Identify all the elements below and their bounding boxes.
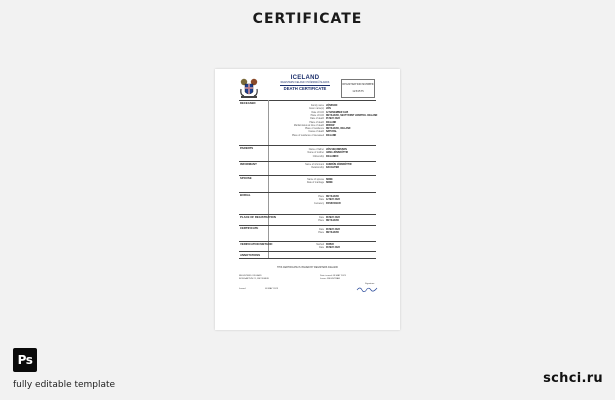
footer-issuer-role: Issuer: REGISTRAR — [320, 278, 340, 280]
field-row — [269, 156, 376, 159]
coat-of-arms-icon — [238, 75, 260, 99]
field-label: Date of death — [310, 118, 324, 121]
field-label: Place — [318, 220, 324, 223]
field-label: Place of residence of deceased — [291, 134, 324, 137]
footer-address: BORGARTUN 21, REYKJAVIK — [239, 278, 270, 280]
footer-signature-label: Signature — [365, 283, 375, 285]
section-divider — [239, 100, 376, 101]
field-value: 08 MAY 2023 — [326, 247, 340, 250]
footer-date-issued: Date issued: 08 MAY 2023 — [320, 275, 346, 277]
field-row — [269, 167, 376, 170]
field-value: JÓN SIGURÐSSON — [326, 149, 347, 151]
section-divider — [239, 145, 376, 146]
field-label: Cemetery — [314, 202, 324, 205]
field-value: PAPER — [326, 244, 334, 246]
field-label: Date — [319, 199, 324, 202]
field-label: Name of spouse — [307, 179, 324, 181]
field-value: JÓN — [326, 108, 331, 111]
field-row — [269, 220, 376, 223]
field-label: Date of marriage — [306, 182, 324, 185]
section-burial: BURIAL — [240, 193, 251, 197]
field-label: Relationship — [311, 167, 324, 170]
field-value: DAUGHTER — [326, 167, 340, 170]
field-value: ANNA JÓNSDÓTTIR — [326, 152, 348, 155]
field-label: Date — [319, 247, 324, 250]
field-label: Place — [318, 196, 324, 198]
section-informant: INFORMANT — [240, 162, 257, 166]
section-divider — [239, 258, 376, 259]
field-row — [269, 182, 376, 185]
template-caption: fully editable template — [13, 380, 116, 390]
field-label: Name of father — [308, 149, 324, 151]
field-label: Marital status at time of death — [293, 124, 324, 127]
field-value: NONE — [326, 179, 333, 181]
footer-note: THIS CERTIFICATE IS ISSUED BY REGISTERS ICELAND — [277, 267, 338, 269]
field-row — [269, 203, 376, 206]
field-label: Family name — [310, 105, 324, 107]
section-deceased: DECEASED — [240, 101, 256, 105]
section-divider — [239, 175, 376, 176]
field-value: REYKJAVIK — [326, 220, 339, 223]
field-label: Place — [318, 232, 324, 235]
footer-issued-label: Issued — [239, 288, 246, 290]
section-annotations: ANNOTATIONS — [240, 253, 261, 257]
section-spouse: SPOUSE — [240, 176, 252, 180]
field-value: ICELANDIC — [326, 155, 339, 158]
signature-icon — [356, 286, 378, 292]
section-divider — [239, 251, 376, 252]
site-watermark: schci.ru — [543, 371, 603, 386]
section-parents: PARENTS — [240, 146, 254, 150]
field-label: Date of birth — [311, 111, 324, 114]
field-value: 08 MAY 2023 — [326, 217, 340, 219]
field-label: Date — [319, 217, 324, 219]
section-divider — [239, 161, 376, 162]
field-label: Method — [316, 244, 324, 246]
field-value: REYKJAVIK, ICELAND — [326, 128, 351, 131]
field-value: ICELAND — [326, 121, 337, 124]
section-verification: VERIFICATION METHOD — [240, 242, 273, 246]
registration-label: REGISTRATION NUMBER — [342, 83, 374, 86]
page-title: CERTIFICATE — [252, 11, 363, 27]
section-divider — [239, 192, 376, 193]
section-divider — [239, 225, 376, 226]
registration-box — [341, 79, 375, 98]
certificate-document — [215, 69, 400, 330]
field-value: JÓNSSON — [326, 105, 338, 107]
document-country: ICELAND — [290, 75, 320, 81]
section-certificate: CERTIFICATE — [240, 226, 259, 230]
field-label: Name of mother — [307, 152, 324, 155]
field-value: WIDOW — [326, 124, 335, 127]
field-label: Place of residence — [305, 128, 324, 131]
field-value: REYKJAVIK, SEXTYFIRST HOSPITAL ICELAND — [326, 114, 378, 117]
field-label: Name of informant — [305, 164, 324, 166]
field-label: Given name(s) — [308, 108, 324, 111]
field-row — [269, 135, 376, 138]
field-value: 08 MAY 2023 — [326, 229, 340, 231]
footer-issuer: REGISTERS ICELAND — [239, 275, 262, 277]
document-issuer: REGISTERS ICELAND / PJÓÐSKRÁ ÍSLANDS — [280, 82, 330, 84]
registration-value: 1234575 — [352, 90, 364, 93]
field-value: REYKJAVIK — [326, 232, 339, 235]
field-value: GUÐRÚN JÓNSDÓTTIR — [326, 164, 352, 166]
footer-issued-date: 08 MAY 2023 — [265, 288, 279, 290]
document-title: DEATH CERTIFICATE — [283, 86, 327, 91]
field-value: 12 MAY 2023 — [326, 199, 340, 202]
section-registration: PLACE OF REGISTRATION — [240, 215, 276, 219]
field-row — [269, 232, 376, 235]
field-value: ICELAND — [326, 134, 337, 137]
field-label: Citizenship — [312, 155, 324, 158]
photoshop-icon: Ps — [13, 348, 37, 372]
field-value: 05 MAY 2023 — [326, 118, 340, 121]
field-value: NONE — [326, 182, 333, 185]
field-label: Cause of death — [308, 131, 324, 134]
field-value: 12 NOVEMBER 1945 — [326, 111, 349, 114]
field-label: Place of death — [309, 121, 324, 124]
field-row — [269, 247, 376, 250]
field-value: REYKJAVIK — [326, 196, 339, 198]
field-value: FOSSVOGUR — [326, 202, 341, 205]
field-value: NATURAL — [326, 131, 337, 134]
field-label: Place of birth — [310, 114, 324, 117]
field-label: Date — [319, 229, 324, 231]
